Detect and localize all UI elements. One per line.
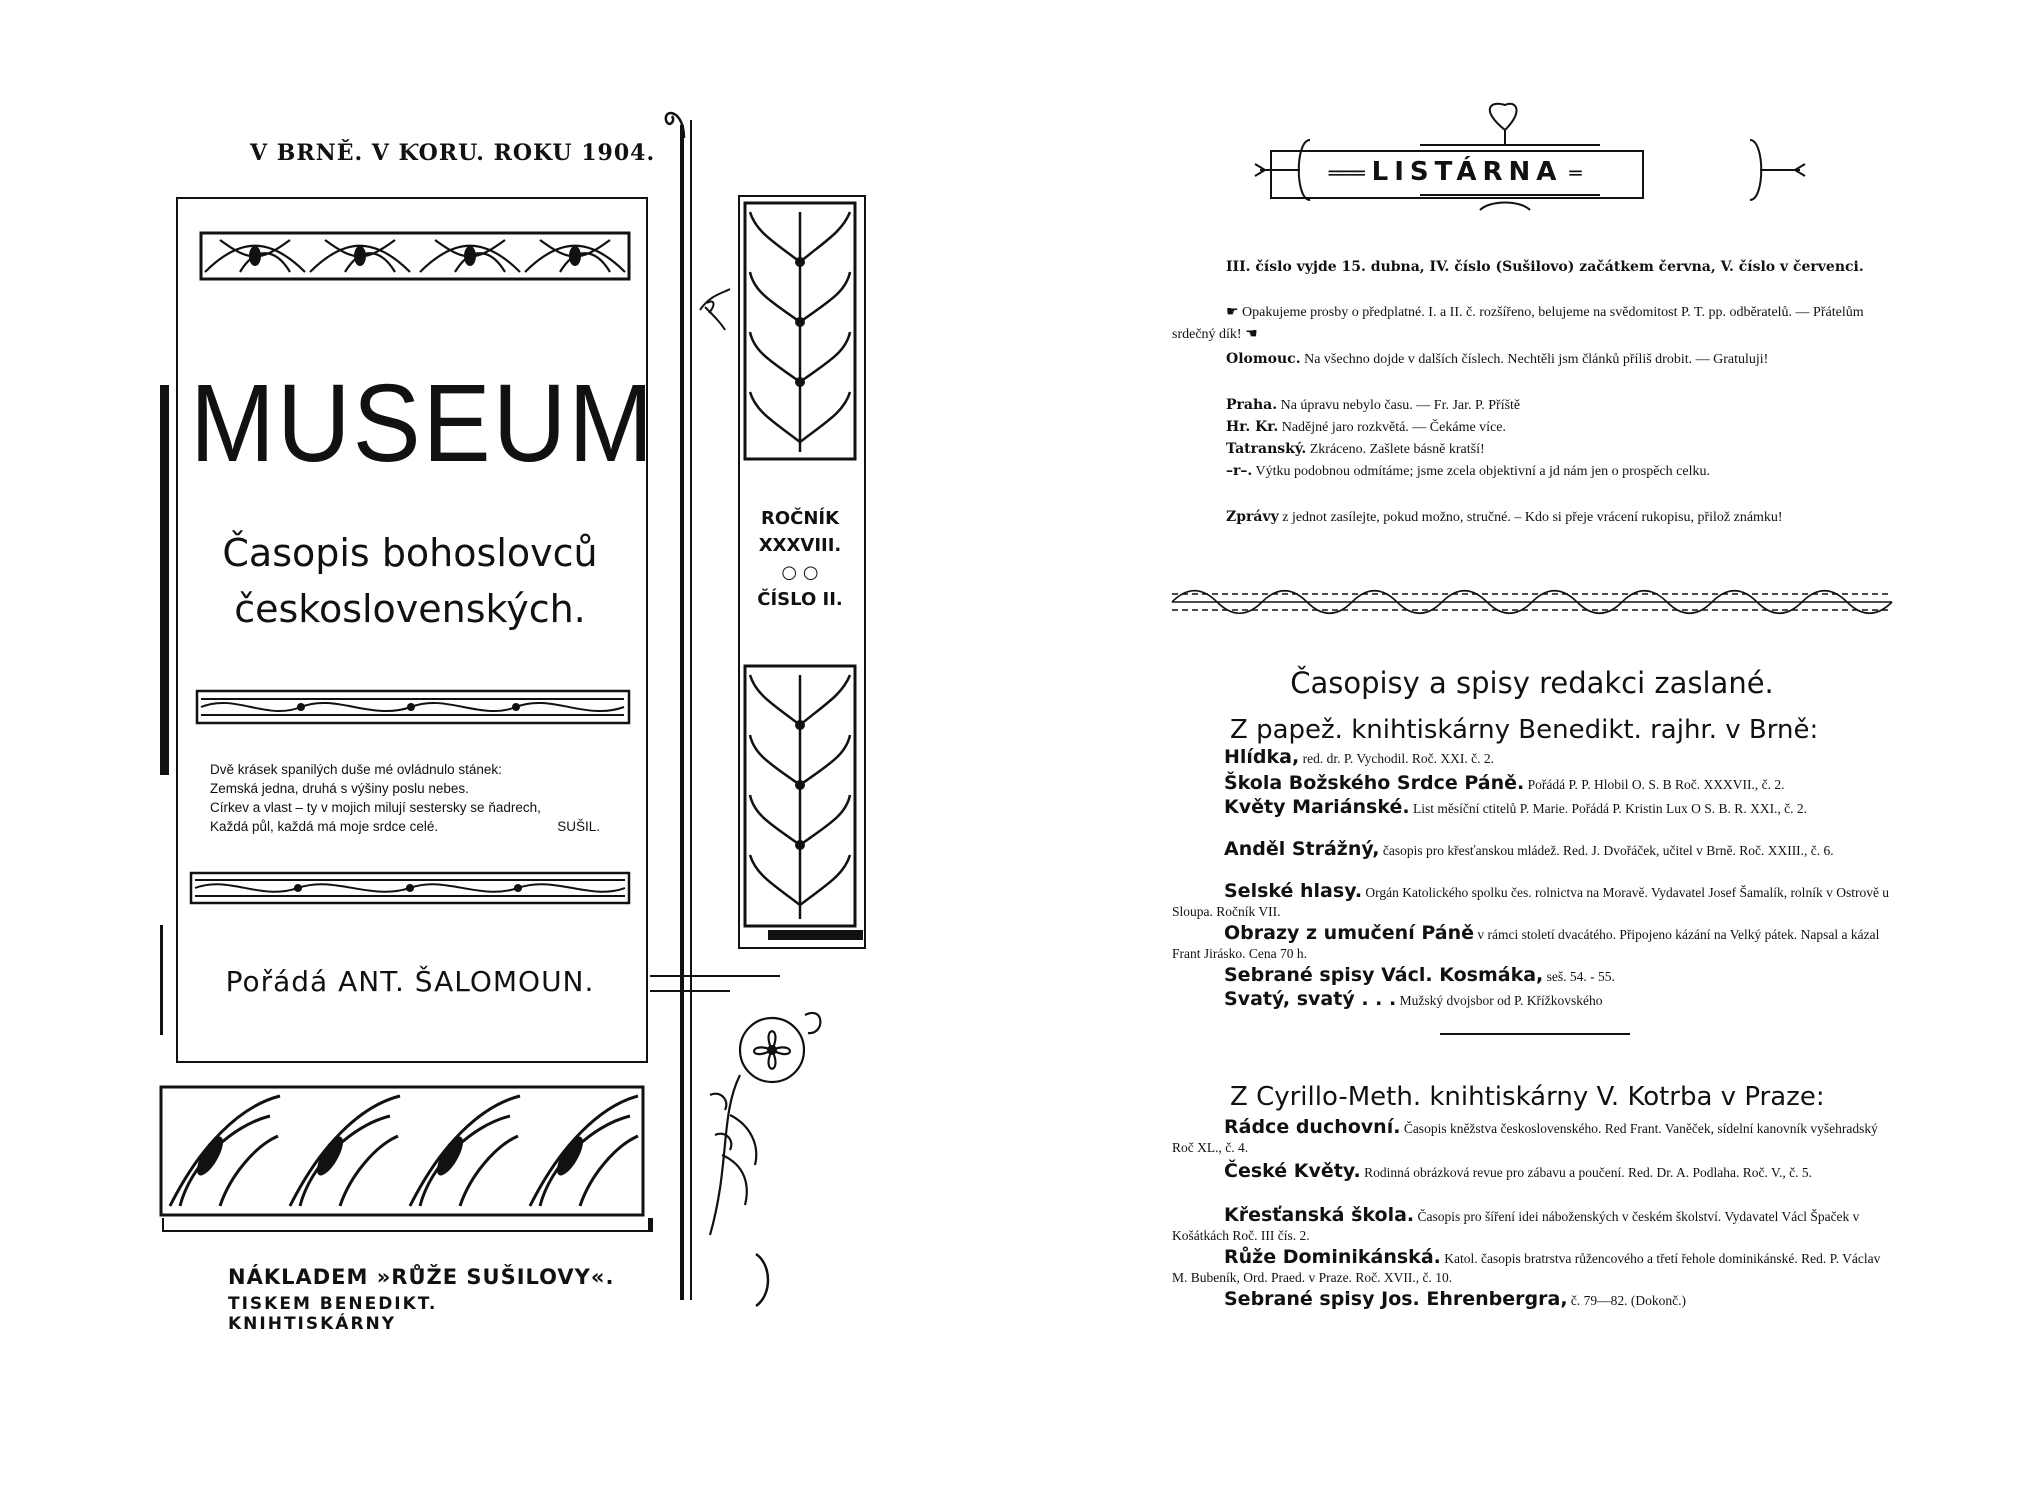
left-edge-bar-lower xyxy=(160,925,163,1035)
spine-cross-rule xyxy=(650,975,780,977)
entry-text: Pořádá P. P. Hlobil O. S. B Roč. XXXVII., č. 2. xyxy=(1524,777,1785,792)
entry-title: Svatý, svatý . . . xyxy=(1224,988,1397,1010)
received-entry xyxy=(1172,1206,1892,1245)
entry-text: Rodinná obrázková revue pro zábavu a poučení. Red. Dr. A. Podlaha. Roč. V., č. 5. xyxy=(1360,1165,1812,1180)
listarna-item-subscription xyxy=(1172,302,1892,346)
entry-title: České Květy. xyxy=(1224,1160,1361,1182)
flower-vignette-ornament xyxy=(700,995,830,1255)
listarna-item-hr-kr xyxy=(1172,416,1892,439)
entry-title: Sebrané spisy Václ. Kosmáka, xyxy=(1224,964,1544,986)
entry-text: časopis pro křesťanskou mládež. Red. J. Dvořáček, učitel v Brně. Roč. XXIII., č. 6. xyxy=(1379,843,1834,858)
received-entry xyxy=(1172,798,1892,818)
cover-poem xyxy=(210,760,610,836)
poem-author: SUŠIL. xyxy=(557,819,600,834)
section-short-rule xyxy=(1440,1033,1630,1035)
received-section-title: Časopisy a spisy redakci zaslané. xyxy=(1290,666,1774,700)
lower-band-ornament xyxy=(190,872,630,904)
cover-publisher: NÁKLADEM »RŮŽE SUŠILOVY«. xyxy=(228,1265,615,1289)
listarna-item-tatransky xyxy=(1172,438,1892,461)
listarna-item-issue-dates xyxy=(1172,256,1892,278)
poem-line-2: Zemská jedna, druhá s výšiny poslu nebes. xyxy=(210,781,469,796)
received-entry xyxy=(1172,1290,1892,1310)
top-frieze-ornament xyxy=(200,232,630,280)
entry-text: č. 79—82. (Dokonč.) xyxy=(1567,1293,1687,1308)
listarna-item-bold: III. číslo vyjde 15. dubna, IV. číslo (Sušilovo) začátkem června, V. číslo v červenci. xyxy=(1226,259,1864,275)
spine-top-ornament xyxy=(744,202,856,460)
received-entry xyxy=(1172,966,1892,986)
listarna-item-bold: Tatranský. xyxy=(1226,441,1307,457)
entry-title: Anděl Strážný, xyxy=(1224,838,1380,860)
entry-text: Časopis pro šíření idei náboženských v českém školství. Vydavatel Václ Špaček v Košátkách Roč. III čís. 2. xyxy=(1172,1209,1860,1243)
entry-text: seš. 54. - 55. xyxy=(1543,969,1615,984)
volume-line-rocnik: ROČNÍK xyxy=(760,508,840,529)
received-entry xyxy=(1172,748,1892,768)
listarna-item-text: z jednot zasílejte, pokud možno, stručné. – Kdo si přeje vrácení rukopisu, přilož známku! xyxy=(1278,510,1783,525)
entry-text: Katol. časopis bratrstva růžencového a třetí řehole dominikánské. Red. P. Václav M. Bubeník, Ord. Praed. v Praze. Roč. XVII., č. 10. xyxy=(1172,1251,1881,1285)
magazine-title: MUSEUM xyxy=(190,361,656,485)
volume-line-issue: ČÍSLO II. xyxy=(757,589,843,610)
spine-cross-rule-thin xyxy=(650,990,730,992)
cover-printer-cut: TISKEM BENEDIKT. KNIHTISKÁRNY xyxy=(228,1294,438,1334)
spine-scroll-bottom xyxy=(750,1250,780,1310)
received-entry xyxy=(1172,882,1892,921)
section-divider-ornament xyxy=(1172,582,1892,622)
received-entry xyxy=(1172,774,1892,794)
publisher-heading-brno: Z papež. knihtiskárny Benedikt. rajhr. v Brně: xyxy=(1230,715,1819,745)
spine-leaf-sprig xyxy=(695,285,735,335)
entry-title: Křesťanská škola. xyxy=(1224,1204,1415,1226)
volume-line-number: XXXVIII. xyxy=(758,535,842,556)
listarna-item-olomouc xyxy=(1172,348,1892,371)
listarna-item-bold: Hr. Kr. xyxy=(1226,419,1279,435)
entry-title: Květy Mariánské. xyxy=(1224,796,1410,818)
bottom-frieze-ornament xyxy=(160,1086,644,1216)
spine-black-bar xyxy=(768,930,863,940)
entry-text: red. dr. P. Vychodil. Roč. XXI. č. 2. xyxy=(1299,751,1494,766)
entry-text: Časopis kněžstva československého. Red Frant. Vaněček, sídelní kanovník vyšehradský Roč XL., č. 4. xyxy=(1172,1121,1878,1155)
spine-bottom-ornament xyxy=(744,665,856,927)
listarna-item-praha xyxy=(1172,394,1892,417)
publisher-heading-praha: Z Cyrillo-Meth. knihtiskárny V. Kotrba v Praze: xyxy=(1230,1082,1825,1112)
entry-text: List měsíční ctitelů P. Marie. Pořádá P. Kristin Lux O S. B. R. XXI., č. 2. xyxy=(1409,801,1808,816)
entry-title: Rádce duchovní. xyxy=(1224,1116,1401,1138)
listarna-title: ═══ LISTÁRNA ═ xyxy=(1328,157,1582,187)
received-entry xyxy=(1172,1248,1892,1287)
cover-editor: Pořádá ANT. ŠALOMOUN. xyxy=(225,965,595,998)
received-entry xyxy=(1172,990,1892,1010)
middle-band-ornament xyxy=(196,690,630,724)
spine-rule xyxy=(680,125,684,1300)
listarna-item-text: Na úpravu nebylo času. — Fr. Jar. P. Příště xyxy=(1277,398,1521,413)
received-entry xyxy=(1172,1118,1892,1157)
subtitle-line-2: československých. xyxy=(234,587,586,631)
entry-text: v rámci století dvacátého. Připojeno kázání na Velký pátek. Napsal a kázal Frant Jirásko. Cena 70 h. xyxy=(1172,927,1880,961)
poem-line-4: Každá půl, každá má moje srdce celé. xyxy=(210,819,439,834)
entry-title: Škola Božského Srdce Páně. xyxy=(1224,772,1525,794)
entry-title: Hlídka, xyxy=(1224,746,1300,768)
listarna-item-text: Zkráceno. Zašlete básně kratší! xyxy=(1306,442,1485,457)
entry-title: Sebrané spisy Jos. Ehrenbergra, xyxy=(1224,1288,1568,1310)
spine-rule-thin xyxy=(690,120,692,1300)
received-entry xyxy=(1172,924,1892,963)
listarna-item-text: Nadějné jaro rozkvětá. — Čekáme více. xyxy=(1278,420,1506,435)
received-entry xyxy=(1172,840,1892,860)
magazine-subtitle xyxy=(190,525,630,637)
listarna-title-text: LISTÁRNA xyxy=(1371,157,1563,187)
poem-line-3: Církev a vlast – ty v mojich milují sestersky se ňadrech, xyxy=(210,800,541,815)
listarna-item-text: Výtku podobnou odmítáme; jsme zcela objektivní a jd nám jen o prospěch celku. xyxy=(1252,464,1710,479)
listarna-item-bold: Zprávy xyxy=(1226,509,1279,525)
left-edge-bar xyxy=(160,385,169,775)
listarna-item-bold: Olomouc. xyxy=(1226,351,1301,367)
listarna-item-text: ☛ Opakujeme prosby o předplatné. I. a II. č. rozšířeno, belujeme na svědomitost P. T. pp. odběratelů. — Přátelům srdečný dík! ☚ xyxy=(1172,305,1864,342)
received-entry xyxy=(1172,1162,1892,1182)
listarna-item-text: Na všechno dojde v dalších číslech. Nechtěli jsm článků příliš drobit. — Gratuluji! xyxy=(1300,352,1769,367)
listarna-item-zpravy xyxy=(1172,506,1892,529)
bottom-rule xyxy=(162,1218,653,1232)
cover-date-line: V BRNĚ. V ƘORU. ROKU 1904. xyxy=(250,140,656,166)
volume-line-dots: ○ ○ xyxy=(781,562,819,583)
poem-line-1: Dvě krásek spanilých duše mé ovládnulo stánek: xyxy=(210,762,502,777)
entry-text: Mužský dvojsbor od P. Křížkovského xyxy=(1396,993,1603,1008)
entry-title: Selské hlasy. xyxy=(1224,880,1363,902)
subtitle-line-1: Časopis bohoslovců xyxy=(222,531,598,575)
entry-title: Obrazy z umučení Páně xyxy=(1224,922,1474,944)
volume-label xyxy=(740,505,860,613)
listarna-item-bold: Praha. xyxy=(1226,397,1278,413)
spine-scroll-top xyxy=(660,100,700,140)
listarna-item-r xyxy=(1172,460,1892,483)
listarna-item-bold: –r–. xyxy=(1226,463,1253,479)
entry-text: Orgán Katolického spolku čes. rolnictva na Moravě. Vydavatel Josef Šamalík, rolník v Ostrově u Sloupa. Ročník VII. xyxy=(1172,885,1890,919)
entry-title: Růže Dominikánská. xyxy=(1224,1246,1441,1268)
